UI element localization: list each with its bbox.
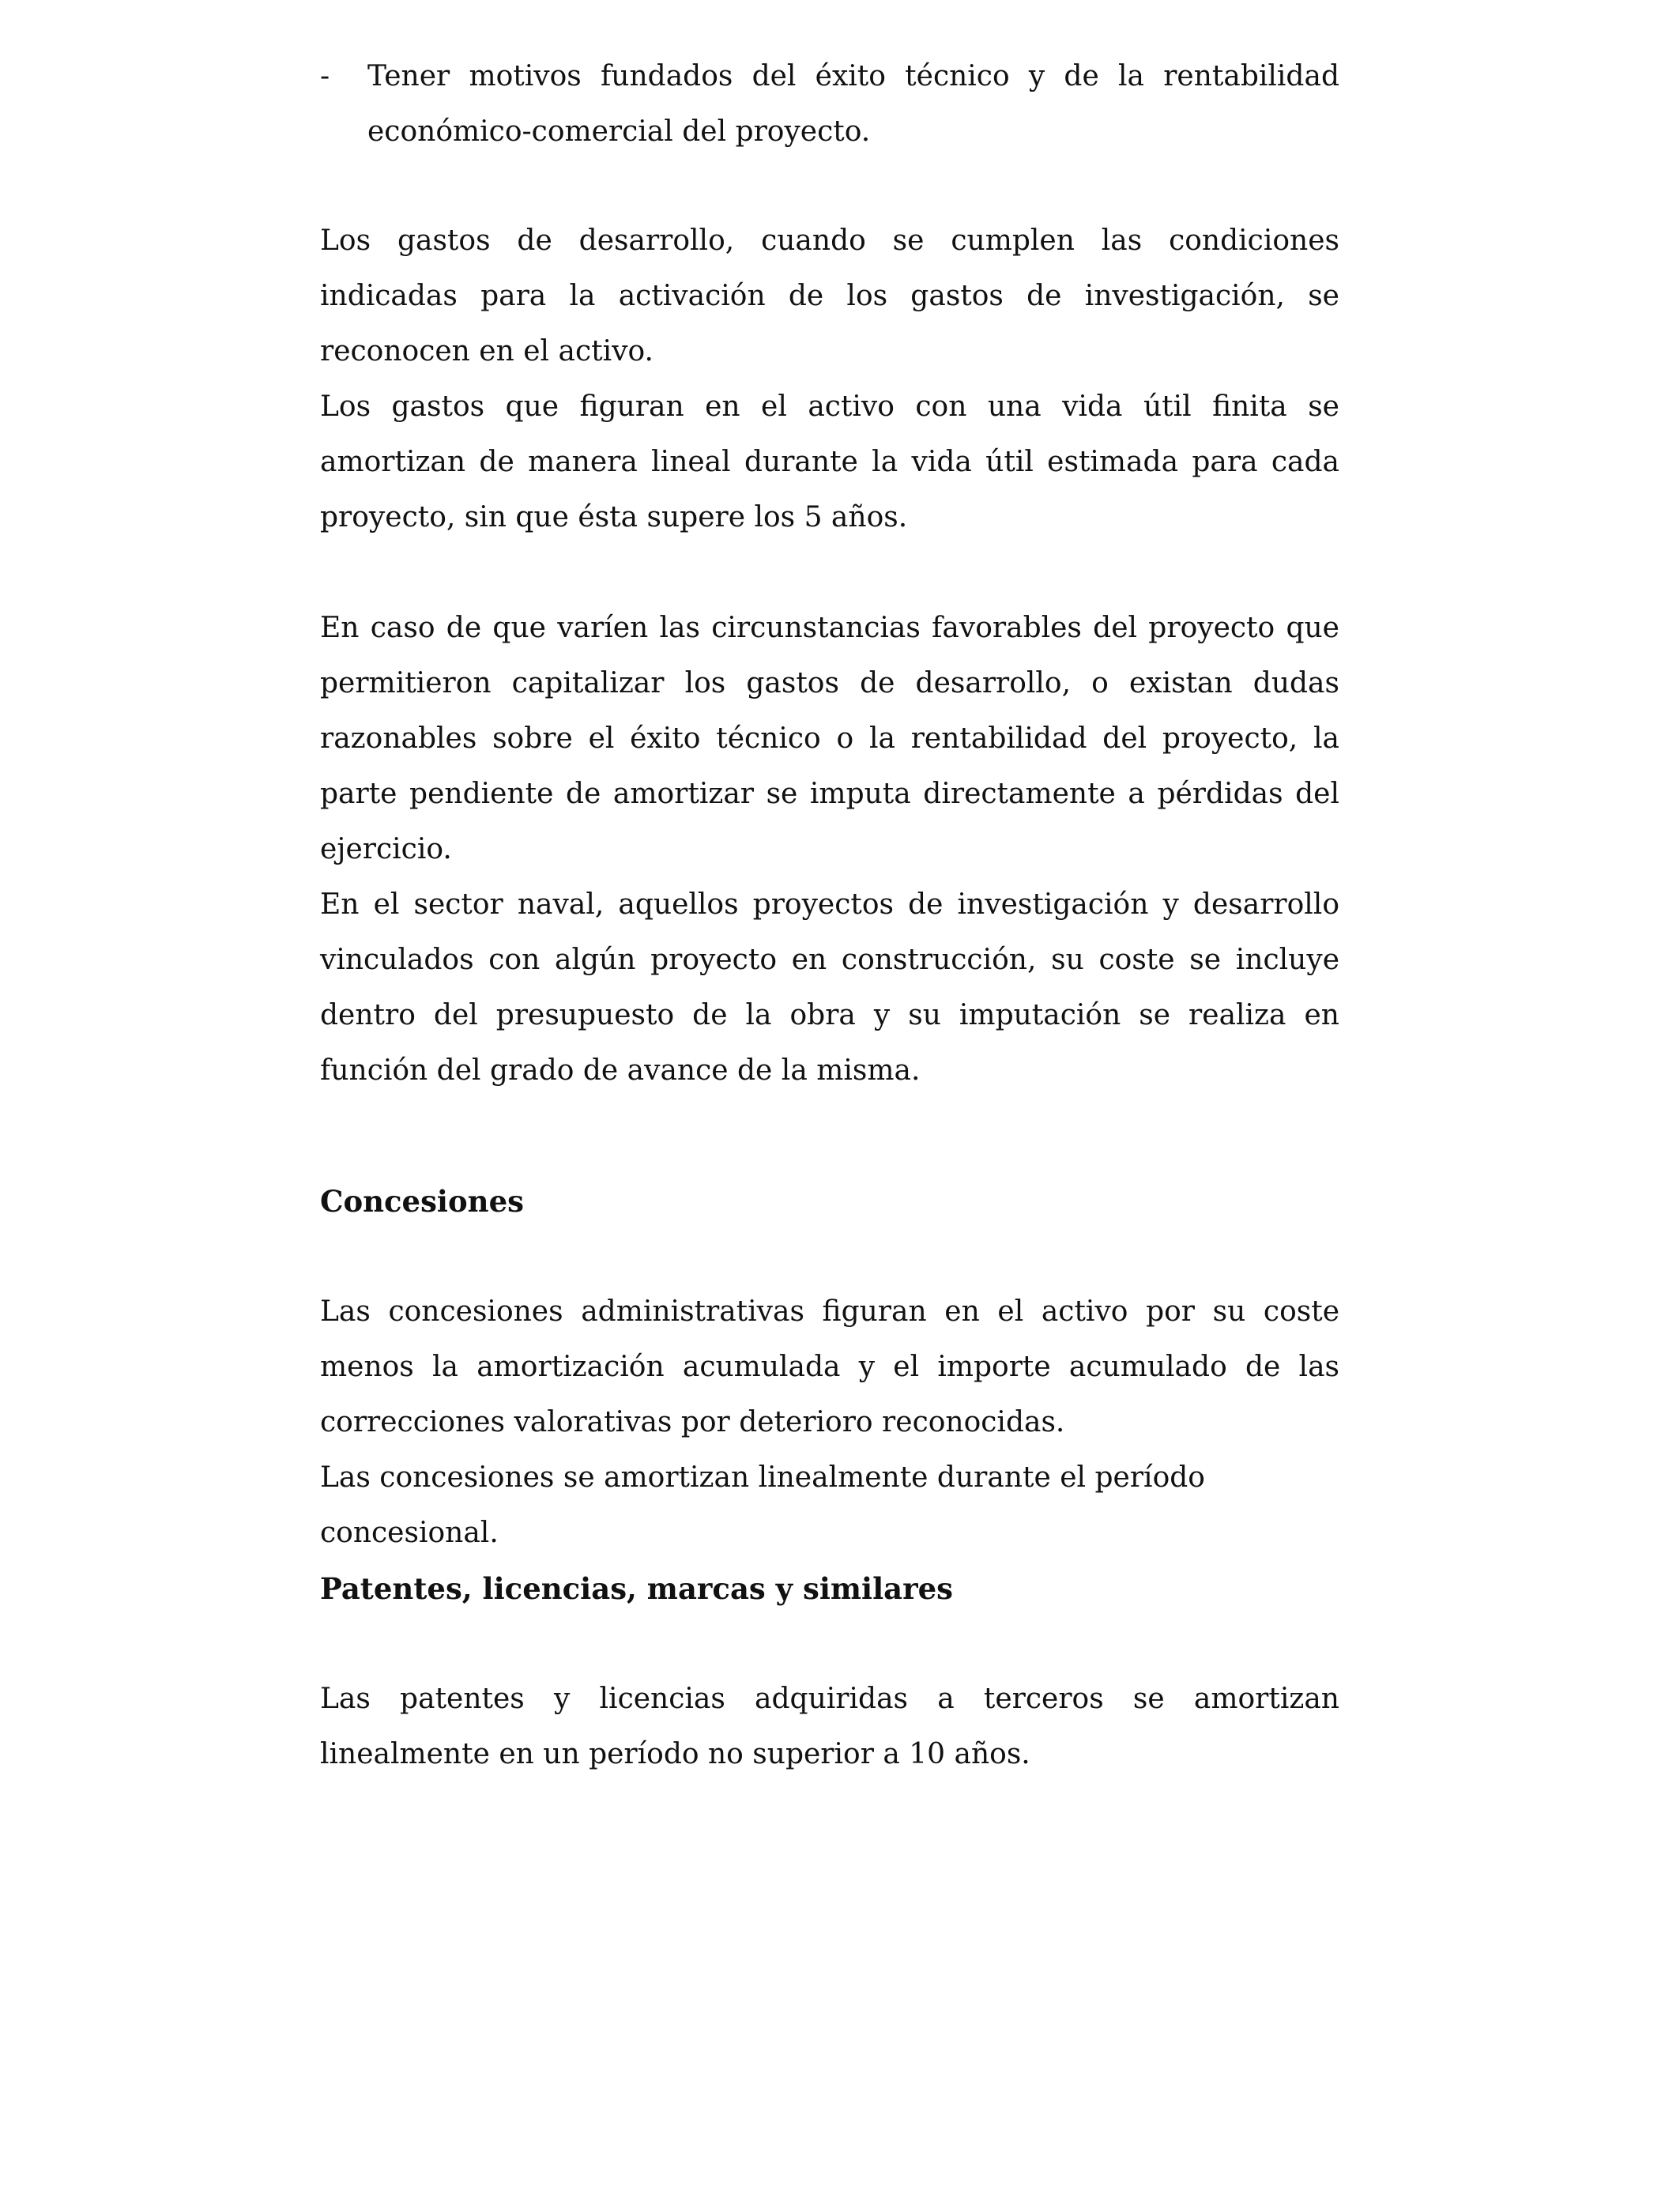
heading-concesiones: Concesiones	[320, 1184, 524, 1219]
paragraph-development-costs: Los gastos de desarrollo, cuando se cumplen las condiciones indicadas para la activación de los gastos de investigación, se reconocen en el activo.	[320, 224, 1339, 368]
bullet-marker: -	[320, 60, 330, 92]
paragraph-patentes: Las patentes y licencias adquiridas a terceros se amortizan linealmente en un período no superior a 10 años.	[320, 1683, 1339, 1770]
paragraph-naval-sector: En el sector naval, aquellos proyectos de investigación y desarrollo vinculados con algún proyecto en construcción, su coste se incluye dentro del presupuesto de la obra y su imputación se realiza en función del grado de avance de la misma.	[320, 888, 1339, 1087]
bullet-text: Tener motivos fundados del éxito técnico y de la rentabilidad económico-comercial del proyecto.	[367, 60, 1339, 148]
heading-patentes: Patentes, licencias, marcas y similares	[320, 1571, 953, 1606]
paragraph-concesiones-cost: Las concesiones administrativas figuran en el activo por su coste menos la amortización acumulada y el importe acumulado de las correcciones valorativas por deterioro reconocidas.	[320, 1295, 1339, 1438]
paragraph-circumstances: En caso de que varíen las circunstancias favorables del proyecto que permitieron capitalizar los gastos de desarrollo, o existan dudas razonables sobre el éxito técnico o la rentabilidad del proyecto, la parte pendiente de amortizar se imputa directamente a pérdidas del ejercicio.	[320, 612, 1339, 865]
paragraph-amortization: Los gastos que figuran en el activo con una vida útil finita se amortizan de manera lineal durante la vida útil estimada para cada proyecto, sin que ésta supere los 5 años.	[320, 390, 1339, 533]
paragraph-concesiones-amortization: Las concesiones se amortizan linealmente durante el período concesional.	[320, 1461, 1205, 1549]
